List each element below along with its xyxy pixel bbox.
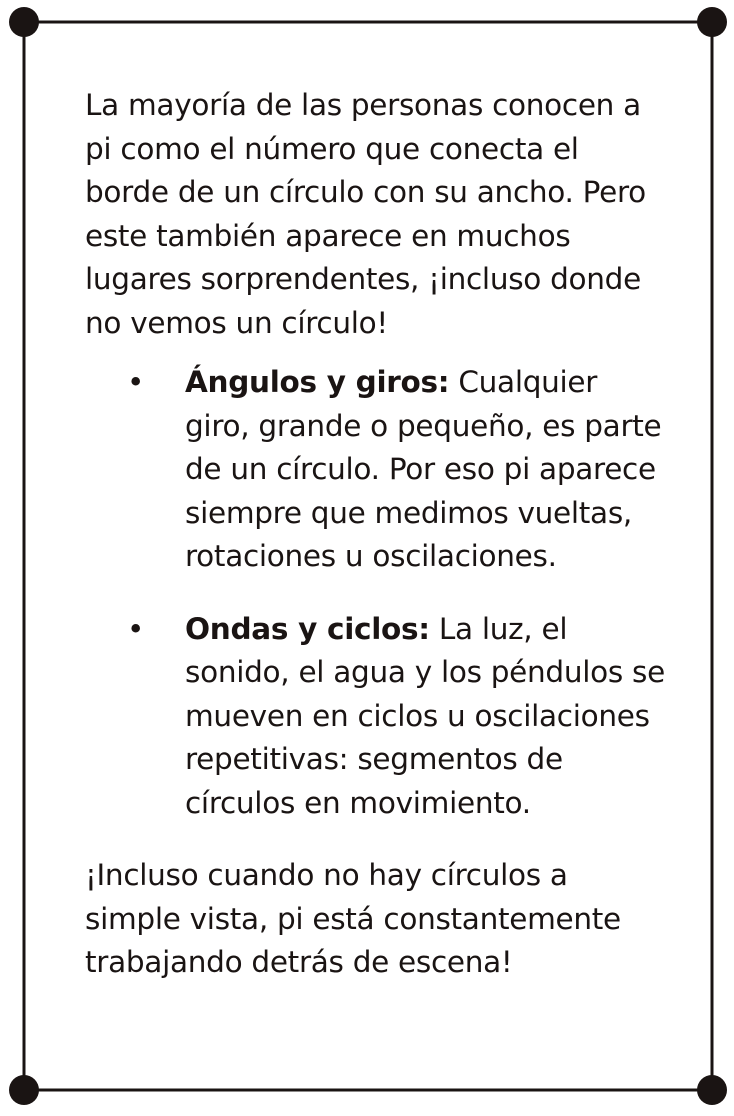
corner-dot-bottom-right	[697, 1075, 727, 1105]
intro-paragraph: La mayoría de las personas conocen a pi como el número que conecta el borde de un círculo con su ancho. Pero este también aparece en muchos lugares sorprendentes, ¡incluso donde no vemos un círculo!	[85, 88, 646, 340]
bullet-marker: •	[127, 365, 145, 399]
bullet-marker: •	[127, 611, 145, 646]
bullet-text: La luz, el sonido, el agua y los péndulos se mueven en ciclos u oscilaciones repetitivas: segmentos de círculos en movimiento.	[185, 611, 665, 820]
bullet-text: Cualquier giro, grande o pequeño, es parte de un círculo. Por eso pi aparece siempre que medimos vueltas, rotaciones u oscilaciones.	[185, 365, 662, 573]
bullet-item-waves	[85, 608, 665, 826]
corner-dot-bottom-left	[9, 1075, 39, 1105]
closing-paragraph: ¡Incluso cuando no hay círculos a simple vista, pi está constantemente trabajando detrás de escena!	[85, 858, 621, 979]
corner-dot-top-left	[9, 7, 39, 37]
bullet-item-angles	[85, 361, 665, 579]
bullet-term: Ángulos y giros:	[185, 365, 450, 399]
corner-dot-top-right	[697, 7, 727, 37]
card-content	[85, 84, 665, 985]
bullet-term: Ondas y ciclos:	[185, 611, 430, 646]
bullet-list	[85, 361, 665, 825]
